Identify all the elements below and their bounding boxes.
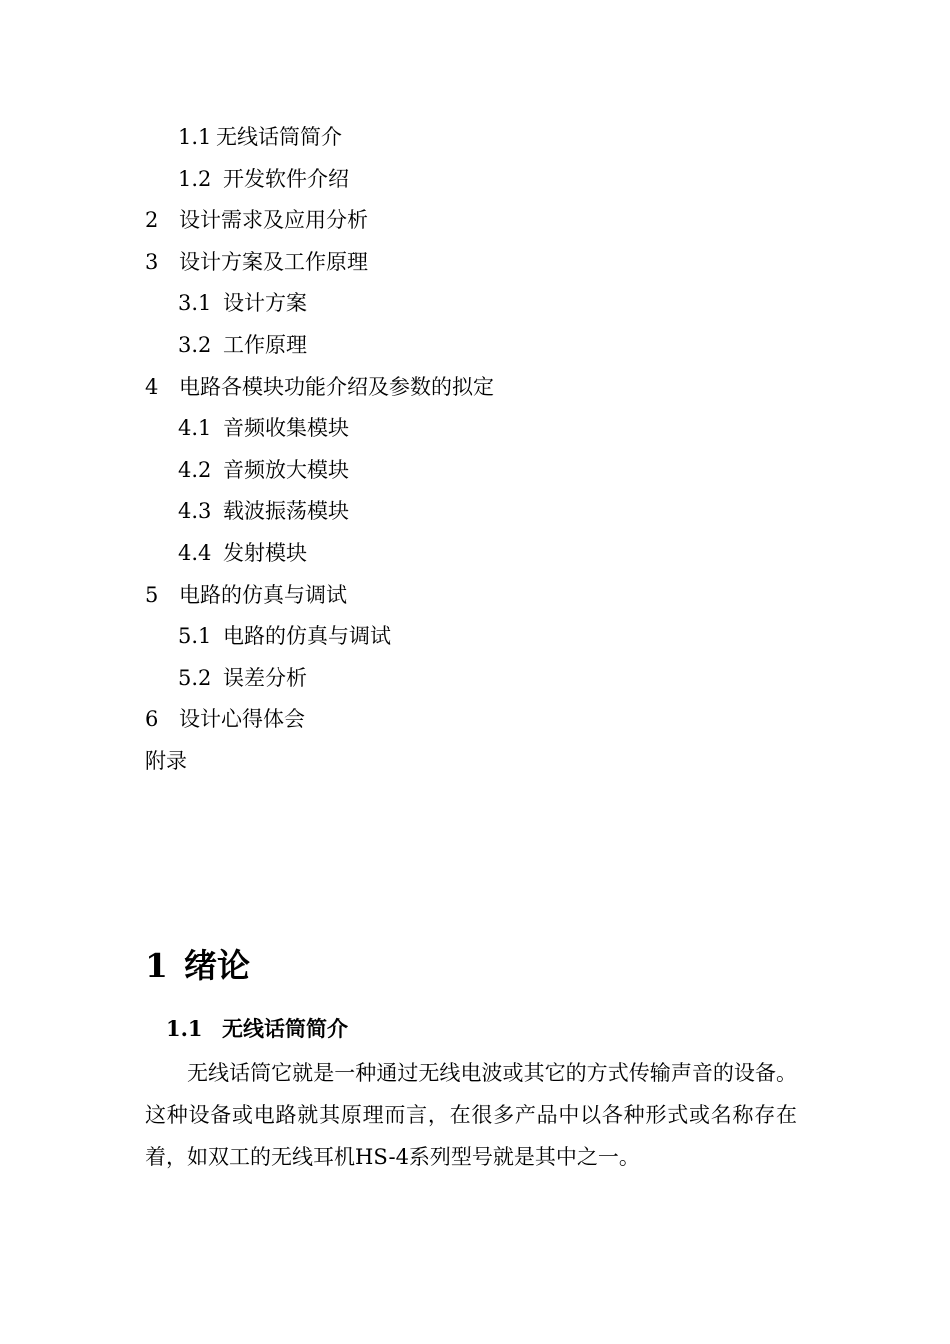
toc-entry[interactable] <box>145 450 845 492</box>
toc-entry-number: 2 <box>145 208 159 233</box>
toc-entry-number: 5.1 <box>178 624 212 649</box>
toc-entry-text: 电路的仿真与调试 <box>179 582 347 607</box>
toc-entry-number: 4.2 <box>178 457 212 482</box>
toc-entry-number: 4.3 <box>178 499 212 524</box>
toc-entry-number: 3 <box>145 249 159 274</box>
toc-entry[interactable] <box>145 491 845 533</box>
toc-entry[interactable] <box>145 575 845 617</box>
toc-entry-text: 开发软件介绍 <box>223 166 349 191</box>
toc-entry-text: 设计需求及应用分析 <box>179 208 368 233</box>
toc-entry-text: 工作原理 <box>223 332 307 357</box>
section-heading <box>166 1012 348 1046</box>
toc-entry-text: 误差分析 <box>223 665 307 690</box>
toc-entry-text: 发射模块 <box>223 540 307 565</box>
toc-entry-number: 6 <box>145 707 159 732</box>
toc-entry-number: 3.2 <box>178 332 212 357</box>
toc-entry-number: 5 <box>145 582 159 607</box>
toc-entry[interactable] <box>145 408 845 450</box>
toc-entry-number: 1.2 <box>178 166 212 191</box>
toc-entry-text: 载波振荡模块 <box>223 499 349 524</box>
toc-entry[interactable] <box>145 117 845 159</box>
toc-entry-number: 1.1 <box>178 125 212 149</box>
toc-entry[interactable] <box>145 283 845 325</box>
chapter-number: 1 <box>145 946 168 985</box>
toc-entry-text: 附录 <box>145 748 187 773</box>
toc-entry-text: 设计心得体会 <box>179 707 305 732</box>
toc-entry[interactable] <box>145 616 845 658</box>
toc-entry-number: 4.4 <box>178 540 212 565</box>
toc-entry[interactable] <box>145 533 845 575</box>
section-number: 1.1 <box>166 1016 203 1041</box>
toc-entry[interactable] <box>145 242 845 284</box>
toc-entry-appendix[interactable] <box>145 741 845 783</box>
toc-entry[interactable] <box>145 200 845 242</box>
toc-entry-number: 4 <box>145 374 159 399</box>
toc-entry[interactable] <box>145 699 845 741</box>
chapter-heading <box>145 940 250 992</box>
toc-entry-text: 电路各模块功能介绍及参数的拟定 <box>179 374 494 399</box>
toc-entry-text: 无线话筒简介 <box>216 125 342 149</box>
toc-entry[interactable] <box>145 159 845 201</box>
chapter-title-text: 绪论 <box>183 946 250 985</box>
section-title-text: 无线话筒简介 <box>222 1016 348 1041</box>
toc-entry-number: 3.1 <box>178 291 212 316</box>
toc-entry-text: 音频放大模块 <box>223 457 349 482</box>
toc-entry[interactable] <box>145 367 845 409</box>
toc-entry-text: 设计方案 <box>223 291 307 316</box>
toc-entry-number: 5.2 <box>178 665 212 690</box>
table-of-contents <box>145 117 845 783</box>
toc-entry-text: 设计方案及工作原理 <box>179 249 368 274</box>
toc-entry[interactable] <box>145 325 845 367</box>
toc-entry-text: 音频收集模块 <box>223 416 349 441</box>
body-paragraph: 无线话筒它就是一种通过无线电波或其它的方式传输声音的设备。这种设备或电路就其原理而言，在很多产品中以各种形式或名称存在着，如双工的无线耳机HS-4系列型号就是其中之一。 <box>145 1061 797 1169</box>
toc-entry[interactable] <box>145 658 845 700</box>
toc-entry-text: 电路的仿真与调试 <box>223 624 391 649</box>
toc-entry-number: 4.1 <box>178 416 212 441</box>
